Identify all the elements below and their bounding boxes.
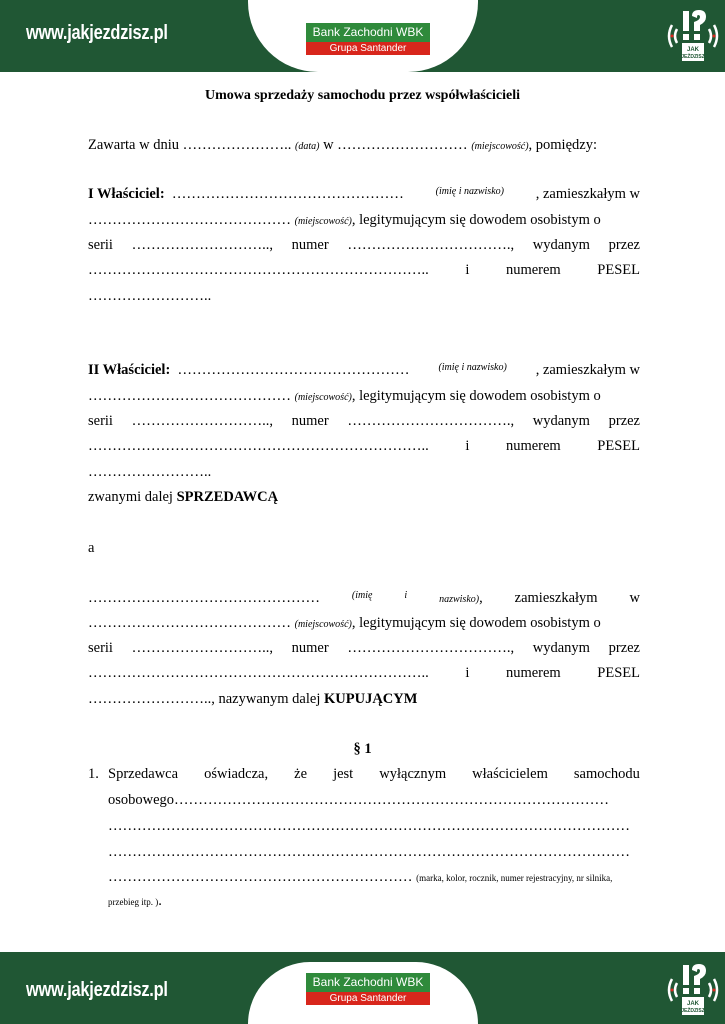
- section-heading: § 1: [353, 741, 372, 757]
- intro-line: [88, 137, 640, 154]
- owner1-line3: [88, 237, 640, 254]
- buyer-line4: [88, 665, 640, 682]
- point1-line2-text: osobowego………………………………………………………………………………: [108, 792, 610, 808]
- owner2-serii: serii: [88, 413, 113, 429]
- point1-w7: samochodu: [573, 766, 640, 782]
- buyer-pesel: PESEL: [597, 665, 640, 681]
- point1-w6: właścicielem: [472, 766, 548, 782]
- point1-w4: jest: [333, 766, 354, 782]
- owner2-numer-dots: …………………………….,: [347, 413, 515, 429]
- buyer-i: i: [465, 665, 470, 681]
- buyer-resident-2: w: [629, 590, 640, 606]
- owner1-numerem: numerem: [505, 262, 561, 278]
- point1-line5-dots: ………………………………………………………: [108, 869, 413, 885]
- buyer-serii: serii: [88, 640, 113, 656]
- owner1-pesel-dots: ……………………..: [88, 288, 212, 304]
- owner2-line4: [88, 438, 640, 455]
- owner1-place-hint: (miejscowość): [294, 216, 352, 227]
- buyer-place-hint: (miejscowość): [294, 619, 352, 630]
- point1-line6-hint: przebieg itp. ): [108, 897, 159, 907]
- seller-text: zwanymi dalej: [88, 489, 173, 505]
- point1-line6: [108, 893, 640, 910]
- and-text: a: [88, 540, 95, 556]
- seller-bold: SPRZEDAWCĄ: [176, 489, 279, 505]
- footer-bank-group: Grupa Santander: [306, 992, 430, 1005]
- owner1-name-dots: …………………………………………: [171, 186, 404, 202]
- owner2-line1: [88, 362, 640, 379]
- owner2-long-dots: ……………………………………………………………..: [88, 438, 429, 454]
- owner2-przez: przez: [608, 413, 640, 429]
- owner2-pesel: PESEL: [597, 438, 640, 454]
- point1-line5-hint: (marka, kolor, rocznik, numer rejestracyjny, nr silnika,: [416, 873, 613, 883]
- buyer-line3: [88, 640, 640, 657]
- footer-jj-logo-text-2: JEŹDZISZ: [681, 1008, 705, 1014]
- point1-w5: wyłącznym: [379, 766, 447, 782]
- seller-line: [88, 489, 640, 506]
- point1-w1: Sprzedawca: [108, 766, 179, 782]
- owner1-long-dots: ……………………………………………………………..: [88, 262, 429, 278]
- owner1-i: i: [465, 262, 470, 278]
- footer-jj-logo-text-1: JAK: [686, 1001, 700, 1007]
- buyer-line2: [88, 615, 640, 632]
- owner1-pesel: PESEL: [597, 262, 640, 278]
- owner1-serii: serii: [88, 237, 113, 253]
- footer-jak-jezdzisz-logo-icon[interactable]: [664, 961, 722, 1019]
- owner1-wydanym: wydanym: [532, 237, 590, 253]
- owner1-place-dots: ……………………………………: [88, 212, 291, 228]
- bank-group: Grupa Santander: [306, 42, 430, 55]
- buyer-long-dots: ……………………………………………………………..: [88, 665, 429, 681]
- point1-num: 1.: [88, 766, 99, 782]
- intro-date-dots: Zawarta w dniu …………………..: [88, 137, 292, 153]
- owner2-numer: numer: [291, 413, 329, 429]
- point1-line4-text: ………………………………………………………………………………………………: [108, 844, 630, 860]
- intro-place-dots: w ………………………: [323, 137, 468, 153]
- buyer-line1: [88, 590, 640, 607]
- document-title: Umowa sprzedaży samochodu przez współwłaścicieli: [205, 88, 520, 103]
- buyer-wydanym: wydanym: [532, 640, 590, 656]
- owner1-line2: [88, 212, 640, 229]
- owner2-line5: [88, 464, 640, 481]
- buyer-numerem: numerem: [505, 665, 561, 681]
- jak-jezdzisz-logo-icon[interactable]: [664, 7, 722, 65]
- buyer-id-text: , legitymującym się dowodem osobistym o: [351, 615, 601, 631]
- owner1-id-text: , legitymującym się dowodem osobistym o: [351, 212, 601, 228]
- buyer-hint-1: (imię: [351, 590, 373, 601]
- owner1-name-hint: (imię i nazwisko): [435, 186, 504, 197]
- site-url[interactable]: www.jakjezdzisz.pl: [26, 22, 168, 44]
- point1-line2: [108, 792, 640, 809]
- point1-w3: że: [294, 766, 308, 782]
- buyer-hint-2: i: [404, 590, 408, 601]
- owner2-line2: [88, 388, 640, 405]
- bank-logo[interactable]: [306, 23, 430, 55]
- point1-line5: [108, 869, 640, 886]
- owner1-line4: [88, 262, 640, 279]
- owner2-line3: [88, 413, 640, 430]
- jj-logo-text-2: JEŹDZISZ: [681, 54, 705, 60]
- jj-logo-text-1: JAK: [686, 47, 700, 53]
- owner2-pesel-dots: ……………………..: [88, 464, 212, 480]
- buyer-serii-dots: ………………………..,: [131, 640, 273, 656]
- buyer-line5: [88, 691, 640, 708]
- buyer-przez: przez: [608, 640, 640, 656]
- owner1-numer-dots: …………………………….,: [347, 237, 515, 253]
- owner2-place-dots: ……………………………………: [88, 388, 291, 404]
- owner2-name-dots: …………………………………………: [177, 362, 410, 378]
- buyer-pesel-dots: ……………………..: [88, 691, 212, 707]
- owner1-serii-dots: ………………………..,: [131, 237, 273, 253]
- owner1-resident: , zamieszkałym w: [535, 186, 640, 202]
- owner2-place-hint: (miejscowość): [294, 392, 352, 403]
- buyer-numer: numer: [291, 640, 329, 656]
- owner1-label: I Właściciel:: [88, 186, 165, 202]
- bank-name: Bank Zachodni WBK: [306, 23, 430, 42]
- footer-bank-logo[interactable]: [306, 973, 430, 1005]
- point1-line4: [108, 844, 640, 861]
- buyer-named-text: , nazywanym dalej: [211, 691, 321, 707]
- buyer-resident-1: zamieszkałym: [514, 590, 598, 606]
- intro-between: , pomiędzy:: [528, 137, 597, 153]
- intro-place-hint: (miejscowość): [471, 141, 529, 152]
- owner2-name-hint: (imię i nazwisko): [438, 362, 507, 373]
- footer-site-url[interactable]: www.jakjezdzisz.pl: [26, 979, 168, 1001]
- buyer-name-dots: …………………………………………: [88, 590, 320, 606]
- point1-line3-text: ………………………………………………………………………………………………: [108, 818, 630, 834]
- point1-w2: oświadcza,: [204, 766, 269, 782]
- owner1-numer: numer: [291, 237, 329, 253]
- owner2-wydanym: wydanym: [532, 413, 590, 429]
- buyer-hint-comma: ,: [479, 590, 483, 606]
- footer-bank-name: Bank Zachodni WBK: [306, 973, 430, 992]
- owner1-przez: przez: [608, 237, 640, 253]
- point1-line3: [108, 818, 640, 835]
- buyer-place-dots: ……………………………………: [88, 615, 291, 631]
- point1-line6-end: .: [158, 893, 162, 909]
- owner2-id-text: , legitymującym się dowodem osobistym o: [351, 388, 601, 404]
- owner2-label: II Właściciel:: [88, 362, 171, 378]
- owner2-serii-dots: ………………………..,: [131, 413, 273, 429]
- and-line: [88, 540, 640, 557]
- owner2-numerem: numerem: [505, 438, 561, 454]
- intro-date-hint: (data): [295, 141, 320, 152]
- owner2-i: i: [465, 438, 470, 454]
- buyer-named-bold: KUPUJĄCYM: [324, 691, 418, 707]
- owner2-resident: , zamieszkałym w: [535, 362, 640, 378]
- buyer-hint-3: nazwisko): [439, 594, 480, 605]
- owner1-line1: [88, 186, 640, 203]
- buyer-numer-dots: …………………………….,: [347, 640, 515, 656]
- owner1-line5: [88, 288, 640, 305]
